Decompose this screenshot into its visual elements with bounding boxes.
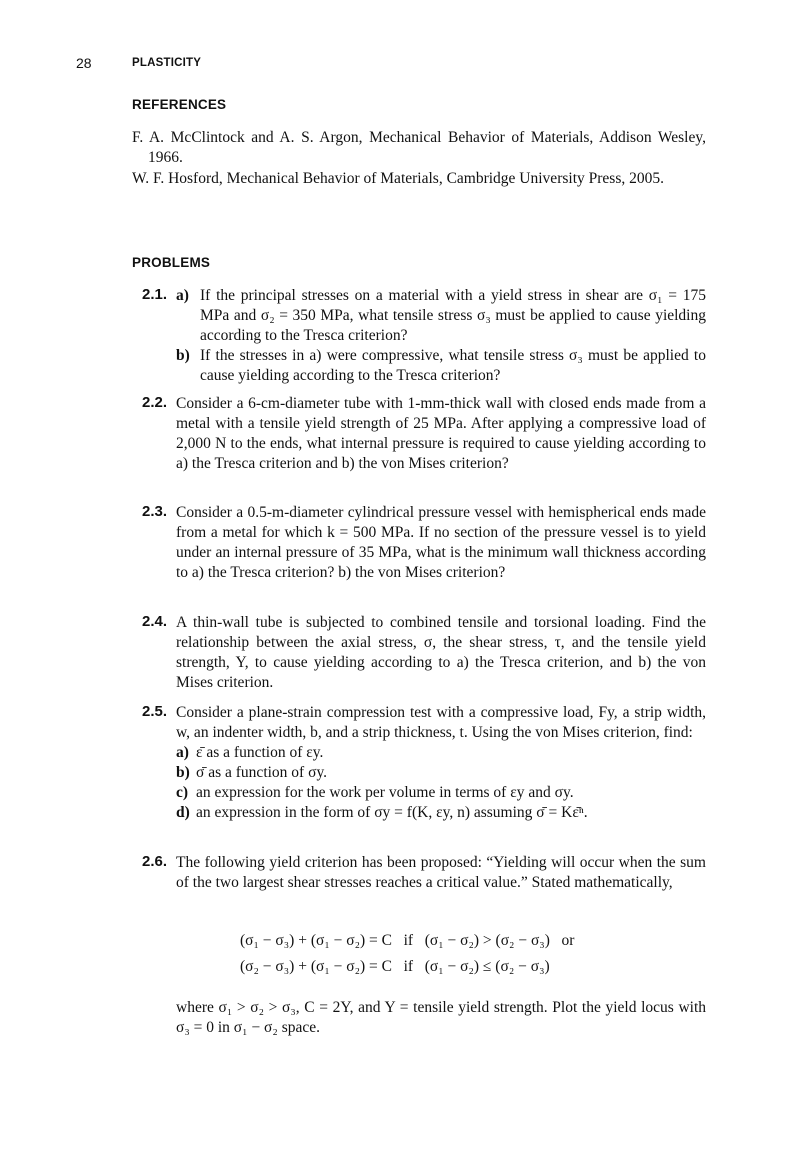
part-text: an expression for the work per volume in terms of εy and σy. [196,784,574,801]
problem-number: 2.1. [142,286,168,303]
problem-2-6 [132,853,706,893]
problem-number: 2.4. [142,613,168,630]
problem-2-3 [132,503,706,583]
part-text: σ̄ as a function of σy. [196,764,328,781]
page-number: 28 [76,55,92,71]
problem-2-5 [132,703,706,823]
part-text: If the stresses in a) were compressive, what tensile stress σ₃ must be applied to cause yielding according to the Tresca criterion? [200,347,706,384]
problem-number: 2.2. [142,394,168,411]
problem-text: where σ₁ > σ₂ > σ₃, C = 2Y, and Y = tensile yield strength. Plot the yield locus with σ₃ = 0 in σ₁ − σ₂ space. [176,999,706,1036]
part-text: ε̄ as a function of εy. [196,744,324,761]
problem-number: 2.6. [142,853,168,870]
problem-part-a [176,743,706,763]
part-label: b) [176,764,190,781]
problem-2-1 [132,286,706,386]
problem-number: 2.5. [142,703,168,720]
part-label: b) [176,347,190,364]
problem-part-c [176,783,706,803]
references-heading: REFERENCES [132,97,227,112]
reference-item: F. A. McClintock and A. S. Argon, Mechanical Behavior of Materials, Addison Wesley, 1966. [132,129,706,166]
part-text: an expression in the form of σy = f(K, εy, n) assuming σ̄ = Kε̄ⁿ. [196,804,588,821]
running-head: PLASTICITY [132,57,202,69]
problem-number: 2.3. [142,503,168,520]
problem-part-b [176,763,706,783]
part-label: a) [176,287,189,304]
equation-2: (σ₂ − σ₃) + (σ₁ − σ₂) = C if (σ₁ − σ₂) ≤ (σ₂ − σ₃) [240,958,550,975]
part-label: c) [176,784,189,801]
problem-2-2 [132,394,706,474]
problems-heading: PROBLEMS [132,255,211,270]
problem-part-b [176,346,706,386]
problem-2-6-continuation [132,998,706,1038]
reference-item: W. F. Hosford, Mechanical Behavior of Materials, Cambridge University Press, 2005. [132,170,664,187]
problem-part-d [176,803,706,823]
equation-1: (σ₁ − σ₃) + (σ₁ − σ₂) = C if (σ₁ − σ₂) > (σ₂ − σ₃) or [240,932,575,949]
problem-text: Consider a plane-strain compression test with a compressive load, Fy, a strip width, w, an indenter width, b, and a strip thickness, t. Using the von Mises criterion, find: [176,704,706,741]
problem-part-a [176,286,706,346]
part-text: If the principal stresses on a material with a yield stress in shear are σ₁ = 175 MPa and σ₂ = 350 MPa, what tensile stress σ₃ must be applied to cause yielding according to the Tresca criterion? [200,287,706,344]
problem-2-4 [132,613,706,693]
problem-text: The following yield criterion has been proposed: “Yielding will occur when the sum of the two largest shear stresses reaches a critical value.” Stated mathematically, [176,854,706,891]
part-label: d) [176,804,190,821]
problem-text: A thin-wall tube is subjected to combined tensile and torsional loading. Find the relationship between the axial stress, σ, the shear stress, τ, and the tensile yield strength, Y, to cause yielding according to a) the Tresca criterion, and b) the von Mises criterion. [176,614,706,691]
problem-text: Consider a 6-cm-diameter tube with 1-mm-thick wall with closed ends made from a metal with a tensile yield strength of 25 MPa. After applying a compressive load of 2,000 N to the ends, what internal pressure is required to cause yielding according to a) the Tresca criterion and b) the von Mises criterion? [176,395,706,472]
problem-text: Consider a 0.5-m-diameter cylindrical pressure vessel with hemispherical ends made from a metal for which k = 500 MPa. If no section of the pressure vessel is to yield under an internal pressure of 35 MPa, what is the minimum wall thickness according to a) the Tresca criterion? b) the von Mises criterion? [176,504,706,581]
part-label: a) [176,744,189,761]
